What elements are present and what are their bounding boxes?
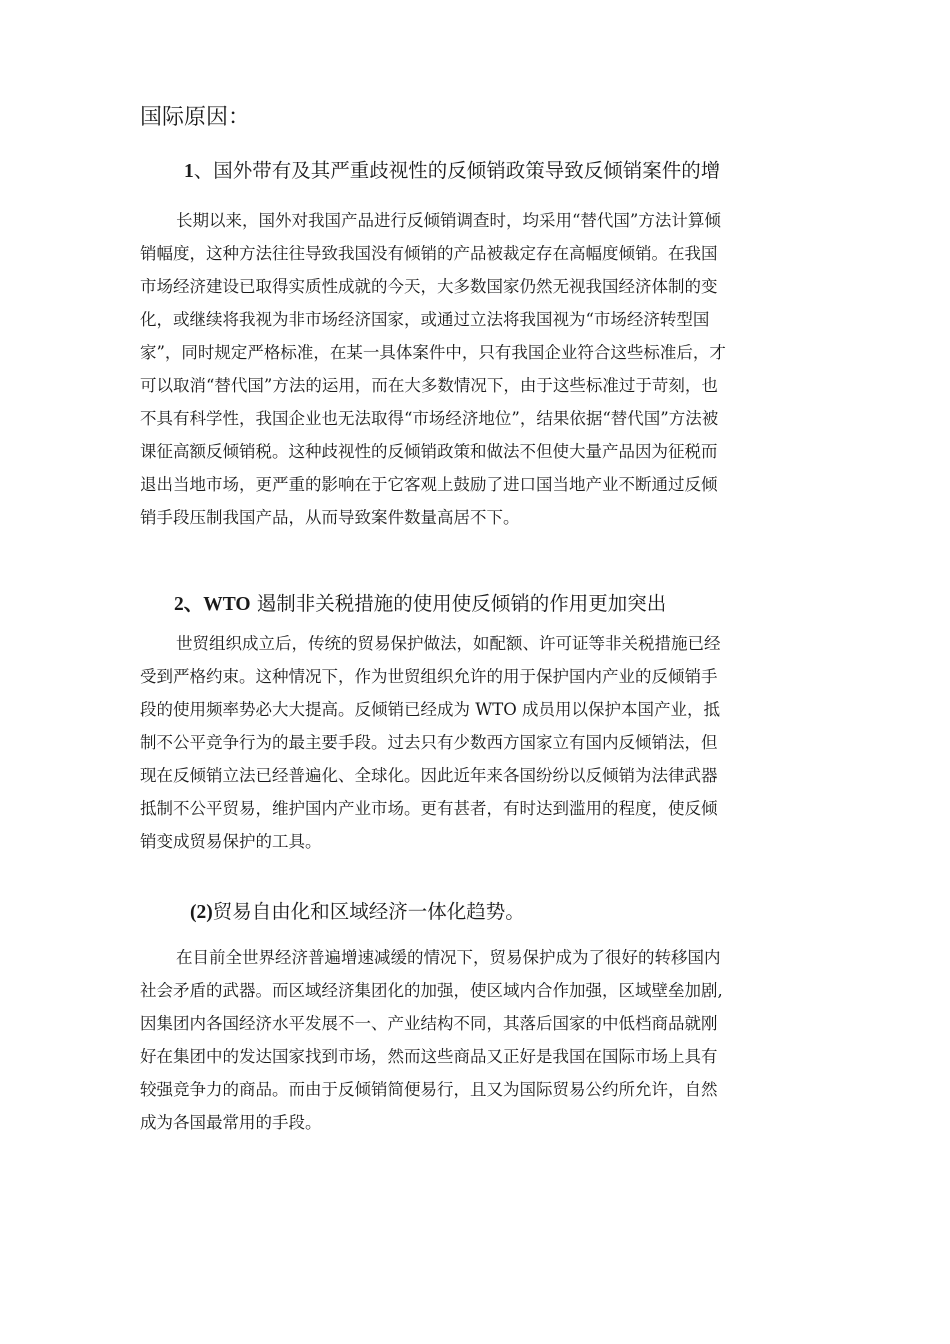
paragraph-2 <box>140 627 820 858</box>
heading-2-text: 遏制非关税措施的使用使反倾销的作用更加突出 <box>250 592 667 615</box>
paragraph-3 <box>140 941 820 1139</box>
paragraph-line: 受到严格约束。这种情况下，作为世贸组织允许的用于保护国内产业的反倾销手 <box>140 667 718 686</box>
paragraph-line: 制不公平竞争行为的最主要手段。过去只有少数西方国家立有国内反倾销法，但 <box>140 733 718 752</box>
paragraph-line: 段的使用频率势必大大提高。反倾销已经成为 WTO 成员用以保护本国产业，抵 <box>140 700 720 719</box>
paragraph-line: 在目前全世界经济普遍增速减缓的情况下，贸易保护成为了很好的转移国内 <box>176 948 721 967</box>
paragraph-line: 不具有科学性，我国企业也无法取得“市场经济地位”，结果依据“替代国”方法被 <box>140 409 719 428</box>
paragraph-line: 因集团内各国经济水平发展不一、产业结构不同，其落后国家的中低档商品就刚 <box>140 1014 718 1033</box>
paragraph-line: 较强竞争力的商品。而由于反倾销简便易行，且又为国际贸易公约所允许，自然 <box>140 1080 718 1099</box>
paragraph-line: 课征高额反倾销税。这种歧视性的反倾销政策和做法不但使大量产品因为征税而 <box>140 442 718 461</box>
heading-2-number: 2、WTO <box>174 594 251 615</box>
paragraph-line: 市场经济建设已取得实质性成就的今天，大多数国家仍然无视我国经济体制的变 <box>140 277 718 296</box>
paragraph-line: 销手段压制我国产品，从而导致案件数量高居不下。 <box>140 508 520 527</box>
heading-2 <box>174 590 666 619</box>
paragraph-line: 化，或继续将我视为非市场经济国家，或通过立法将我国视为“市场经济转型国 <box>140 310 710 329</box>
paragraph-line: 好在集团中的发达国家找到市场，然而这些商品又正好是我国在国际市场上具有 <box>140 1047 718 1066</box>
paragraph-line: 销幅度，这种方法往往导致我国没有倾销的产品被裁定存在高幅度倾销。在我国 <box>140 244 718 263</box>
heading-1-text: 、国外带有及其严重歧视性的反倾销政策导致反倾销案件的增 <box>193 159 721 182</box>
heading-3-text: 贸易自由化和区域经济一体化趋势。 <box>212 900 525 923</box>
paragraph-line: 成为各国最常用的手段。 <box>140 1113 322 1132</box>
paragraph-1 <box>140 204 820 534</box>
heading-1-number: 1 <box>184 161 194 182</box>
section-title: 国际原因： <box>140 105 251 130</box>
heading-3-number: (2) <box>190 902 213 923</box>
paragraph-line: 世贸组织成立后，传统的贸易保护做法，如配额、许可证等非关税措施已经 <box>176 634 721 653</box>
paragraph-line: 抵制不公平贸易，维护国内产业市场。更有甚者，有时达到滥用的程度，使反倾 <box>140 799 718 818</box>
heading-1 <box>184 157 720 186</box>
paragraph-line: 销变成贸易保护的工具。 <box>140 832 322 851</box>
heading-3 <box>190 898 525 927</box>
paragraph-line: 现在反倾销立法已经普遍化、全球化。因此近年来各国纷纷以反倾销为法律武器 <box>140 766 718 785</box>
paragraph-line: 可以取消“替代国”方法的运用，而在大多数情况下，由于这些标准过于苛刻，也 <box>140 376 718 395</box>
paragraph-line: 家”，同时规定严格标准，在某一具体案件中，只有我国企业符合这些标准后，才 <box>140 343 726 362</box>
paragraph-line: 社会矛盾的武器。而区域经济集团化的加强，使区域内合作加强，区域壁垒加剧, <box>140 981 723 1000</box>
paragraph-line: 长期以来，国外对我国产品进行反倾销调查时，均采用“替代国”方法计算倾 <box>176 211 721 230</box>
paragraph-line: 退出当地市场，更严重的影响在于它客观上鼓励了进口国当地产业不断通过反倾 <box>140 475 718 494</box>
